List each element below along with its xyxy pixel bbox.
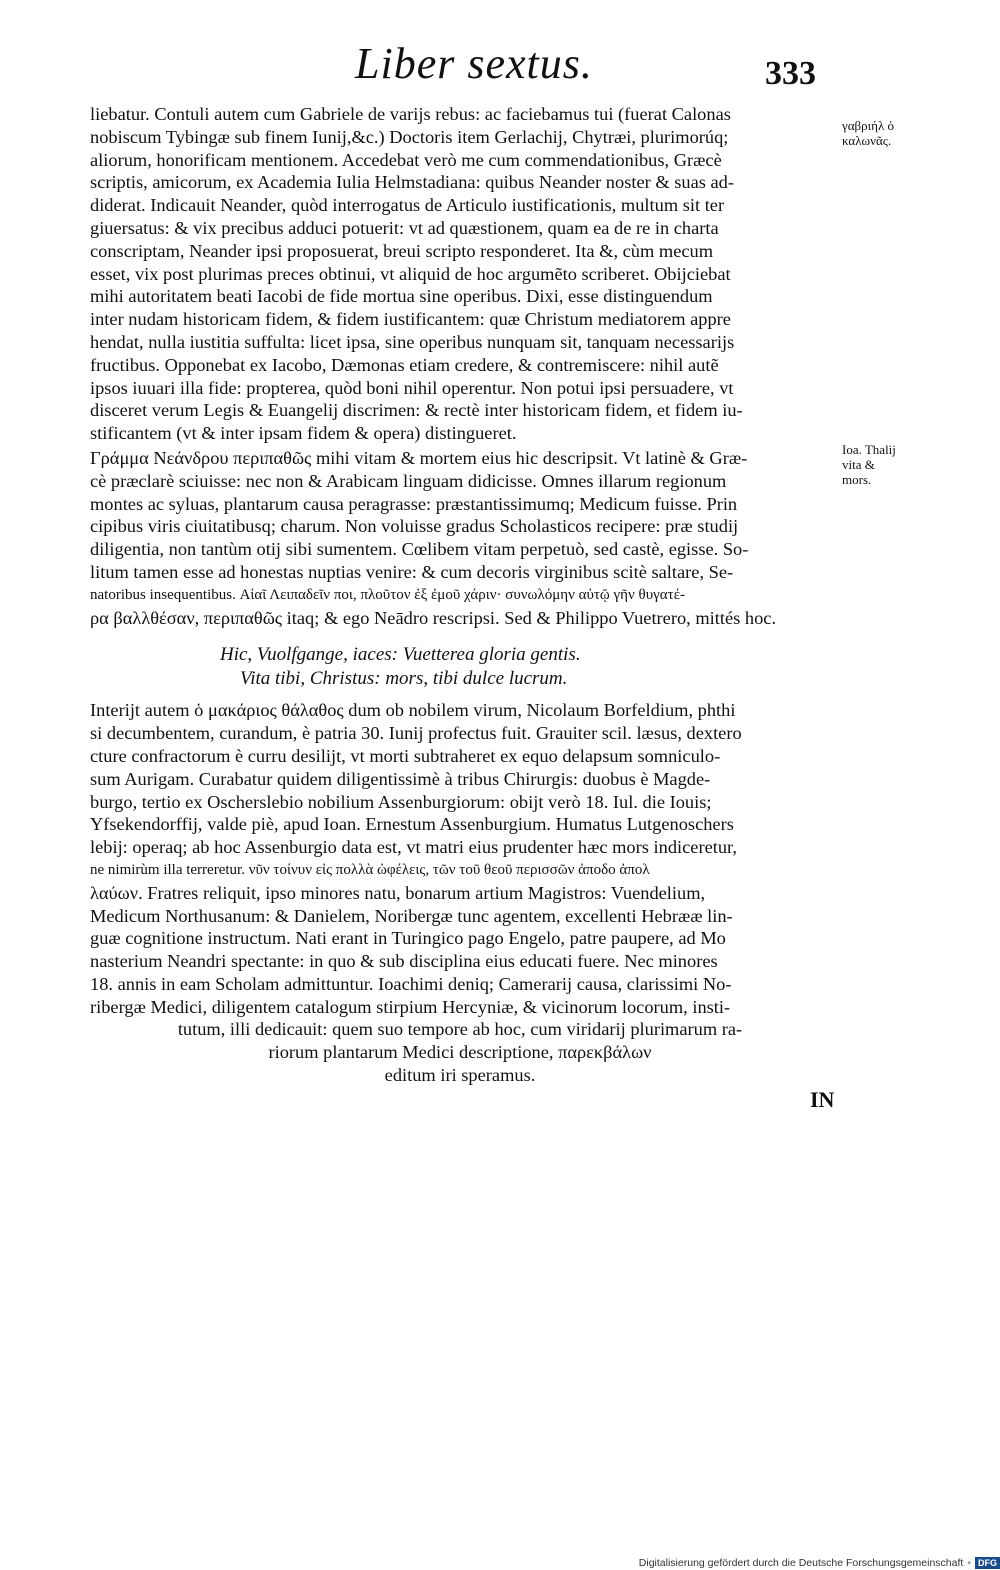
text-line: scriptis, amicorum, ex Academia Iulia Helmstadiana: quibus Neander noster & suas ad-	[90, 172, 734, 193]
spacer	[90, 629, 830, 643]
text-line: disceret verum Legis & Euangelij discrimen: & rectè inter historicam fidem, et fidem iu-	[90, 400, 743, 421]
verse-line: Hic, Vuolfgange, iaces: Vuetterea gloria gentis.	[220, 644, 581, 666]
running-head-title: Liber sextus.	[355, 39, 593, 88]
text-line: ne nimirùm illa terreretur. νῦν τοίνυν εἰς πολλὰ ὠφέλεις, τῶν τοῦ θεοῦ περισσῶν ἀποδο ἀπολ	[90, 861, 650, 878]
catchword: IN	[810, 1087, 835, 1112]
text-line: si decumbentem, curandum, è patria 30. Iunij profectus fuit. Grauiter scil. læsus, dextero	[90, 723, 742, 744]
text-line: diligentia, non tantùm otij sibi sumentem. Cœlibem vitam perpetuò, sed castè, egisse. So-	[90, 539, 749, 560]
paragraph-1	[90, 103, 830, 445]
text-line: Γράμμα Νεάνδρου περιπαθῶς mihi vitam & mortem eius hic descripsit. Vt latinè & Græ-	[90, 447, 748, 468]
spacer	[90, 691, 830, 699]
dfg-logo-icon: DFG	[975, 1557, 1000, 1569]
text-line: Medicum Northusanum: & Danielem, Noribergæ tunc agentem, excellenti Hebrææ lin-	[90, 905, 733, 926]
text-line: esset, vix post plurimas preces obtinui, vt aliquid de hoc argumẽto scriberet. Obijciebat	[90, 263, 731, 284]
text-line: Interijt autem ὁ μακάριος θάλαθος dum ob nobilem virum, Nicolaum Borfeldium, phthi	[90, 700, 736, 721]
text-line: 18. annis in eam Scholam admittuntur. Ioachimi deniq; Camerarij causa, clarissimi No-	[90, 973, 732, 994]
text-block	[90, 103, 830, 1087]
text-line: liebatur. Contuli autem cum Gabriele de varijs rebus: ac faciebamus tui (fuerat Calonas	[90, 104, 731, 124]
text-line: stificantem (vt & inter ipsam fidem & opera) distingueret.	[90, 423, 517, 444]
marginal-note-line: καλωνᾶς.	[842, 133, 892, 148]
text-line: ρα βαλλθέσαν, περιπαθῶς itaq; & ego Neādro rescripsi. Sed & Philippo Vuetrero, mittés hoc.	[90, 607, 777, 628]
text-line: burgo, tertio ex Oscherslebio nobilium Assenburgiorum: obijt verò 18. Iul. die Iouis;	[90, 791, 712, 812]
text-line: nasterium Neandri spectante: in quo & sub disciplina eius educati fuere. Nec minores	[90, 951, 718, 972]
marginal-note-line: vita &	[842, 457, 875, 472]
closing-lines	[90, 1018, 830, 1086]
text-line: cipibus viris ciuitatibusq; charum. Non voluisse gradus Scholasticos recipere: præ studij	[90, 516, 739, 537]
text-line: mihi autoritatem beati Iacobi de fide mortua sine operibus. Dixi, esse distinguendum	[90, 286, 713, 307]
text-line: conscriptam, Neander ipsi proposuerat, breui scripto responderet. Ita &, cùm mecum	[90, 240, 714, 261]
epitaph-verse	[90, 643, 830, 691]
paragraph-2	[90, 447, 830, 629]
text-line: cture confractorum è curru desilijt, vt morti subtraheret ex equo delapsum somniculo-	[90, 745, 721, 766]
digitization-footer	[639, 1556, 1000, 1570]
paragraph-3	[90, 699, 830, 1018]
text-line: natoribus insequentibus. Αἰαῖ Λειπαδεῖν ποι, πλοῦτον ἐξ ἐμοῦ χάριν· συνωλόμην αὐτῷ γῆν θυγατέ-	[90, 586, 685, 603]
marginal-note-name	[842, 442, 896, 487]
page-number: 333	[765, 55, 816, 92]
text-line: riorum plantarum Medici descriptione, παρεκβάλων	[268, 1042, 652, 1063]
text-line: editum iri speramus.	[384, 1065, 536, 1086]
text-line: lebij: operaq; ab hoc Assenburgio data est, vt matri eius prudenter hæc mors indiceretur,	[90, 837, 738, 858]
text-line: ribergæ Medici, diligentem catalogum stirpium Hercyniæ, & vicinorum locorum, insti-	[90, 996, 731, 1017]
marginal-note-line: Ioa. Thalij	[842, 442, 896, 457]
text-line: ipsos iuuari illa fide: propterea, quòd boni nihil operentur. Non potui ipsi persuadere, vt	[90, 377, 734, 398]
text-line: aliorum, honorificam mentionem. Accedebat verò me cum commendationibus, Græcè	[90, 149, 722, 170]
text-line: litum tamen esse ad honestas nuptias venire: & cum decoris virginibus scitè saltare, Se-	[90, 561, 734, 582]
text-line: fructibus. Opponebat ex Iacobo, Dæmonas etiam credere, & contremiscere: nihil autẽ	[90, 354, 719, 375]
footer-separator: •	[967, 1557, 971, 1569]
text-line: λαύων. Fratres reliquit, ipso minores natu, bonarum artium Magistros: Vuendelium,	[90, 882, 706, 903]
text-line: inter nudam historicam fidem, & fidem iustificantem: quæ Christum mediatorem appre	[90, 309, 731, 330]
marginal-note-line: mors.	[842, 472, 872, 487]
verse-line: Vita tibi, Christus: mors, tibi dulce lucrum.	[240, 668, 568, 690]
marginal-note-line: γαβριήλ ὁ	[842, 118, 895, 133]
text-line: giuersatus: & vix precibus adduci potuerit: vt ad quæstionem, quam ea de re in charta	[90, 217, 719, 238]
text-line: nobiscum Tybingæ sub finem Iunij,&c.) Doctoris item Gerlachij, Chytræi, plurimorúq;	[90, 126, 729, 147]
footer-credit: Digitalisierung gefördert durch die Deutsche Forschungsgemeinschaft	[638, 1557, 964, 1569]
text-line: Yfsekendorffij, valde piè, apud Ioan. Ernestum Assenburgium. Humatus Lutgenoschers	[90, 814, 734, 835]
text-line: hendat, nulla iustitia suffulta: licet ipsa, sine operibus nunquam sit, tanquam necessarijs	[90, 331, 735, 352]
text-line: tutum, illi dedicauit: quem suo tempore ab hoc, cum viridarij plurimarum ra-	[177, 1019, 743, 1040]
text-line: diderat. Indicauit Neander, quòd interrogatus de Articulo iustificationis, multum sit ter	[90, 195, 725, 216]
text-line: cè præclarè sciuisse: nec non & Arabicam linguam didicisse. Omnes illarum regionum	[90, 470, 727, 491]
text-line: guæ cognitione instructum. Nati erant in Turingico pago Engelo, patre paupere, ad Mo	[90, 928, 726, 949]
marginal-note-greek	[842, 118, 894, 148]
text-line: montes ac syluas, plantarum causa peragrasse: præstantissimumq; Medicum fuisse. Prin	[90, 493, 738, 514]
text-line: sum Aurigam. Curabatur quidem diligentissimè à tribus Chirurgis: duobus è Magde-	[90, 768, 711, 789]
